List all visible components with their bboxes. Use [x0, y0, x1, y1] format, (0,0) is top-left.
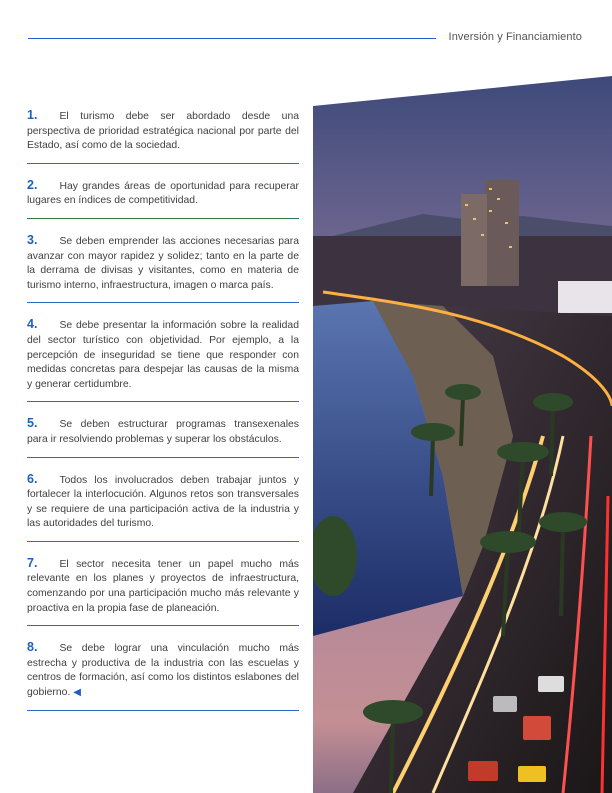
list-item-1: [27, 108, 299, 164]
coastal-city-photo: [313, 76, 612, 793]
item-number: 8.: [27, 640, 38, 655]
section-title: Inversión y Financiamiento: [448, 31, 582, 43]
list-item-8: [27, 640, 299, 710]
item-number: 7.: [27, 555, 38, 570]
item-number: 4.: [27, 317, 38, 332]
list-item-2: [27, 178, 299, 219]
item-number: 6.: [27, 471, 38, 486]
item-number: 5.: [27, 416, 38, 431]
list-item-5: [27, 416, 299, 457]
item-number: 2.: [27, 177, 38, 192]
item-text: El sector necesita tener un papel mucho más relevante en los planes y proyectos de infraestructura, comenzando por una participación mucho más relevante y proactiva en la propia fase de planeación.: [27, 558, 299, 614]
list-item-7: [27, 556, 299, 626]
item-text: Se deben estructurar programas transexenales para ir resolviendo problemas y superar los obstáculos.: [27, 419, 299, 445]
list-item-4: [27, 317, 299, 402]
item-text: Se deben emprender las acciones necesarias para avanzar con mayor rapidez y solidez; tanto en la parte de la derrama de divisas y visitantes, como en materia de turismo interno, infraestructura, imagen o marca país.: [27, 235, 299, 291]
list-item-3: [27, 233, 299, 303]
conclusions-list: [27, 108, 299, 725]
list-item-6: [27, 472, 299, 542]
item-text: Se debe presentar la información sobre la realidad del sector turístico con objetividad. Por ejemplo, a la percepción de inseguridad se tiene que responder con medidas concretas para despejar las causas de la misma y generar certidumbre.: [27, 320, 299, 390]
item-text: Todos los involucrados deben trabajar juntos y fortalecer la interlocución. Algunos retos son transversales y se requiere de una participación activa de la industria y las autoridades del turismo.: [27, 474, 299, 530]
end-mark-icon: ◀: [73, 687, 81, 699]
item-text: El turismo debe ser abordado desde una perspectiva de prioridad estratégica nacional por parte del Estado, así como de la sociedad.: [27, 111, 299, 152]
item-number: 1.: [27, 108, 38, 122]
item-number: 3.: [27, 232, 38, 247]
header-rule: [28, 38, 436, 39]
item-text: Se debe lograr una vinculación mucho más estrecha y productiva de la industria con las escuelas y centros de formación, así como los distintos eslabones del gobierno.: [27, 643, 299, 699]
item-text: Hay grandes áreas de oportunidad para recuperar lugares en índices de competitividad.: [27, 180, 299, 207]
